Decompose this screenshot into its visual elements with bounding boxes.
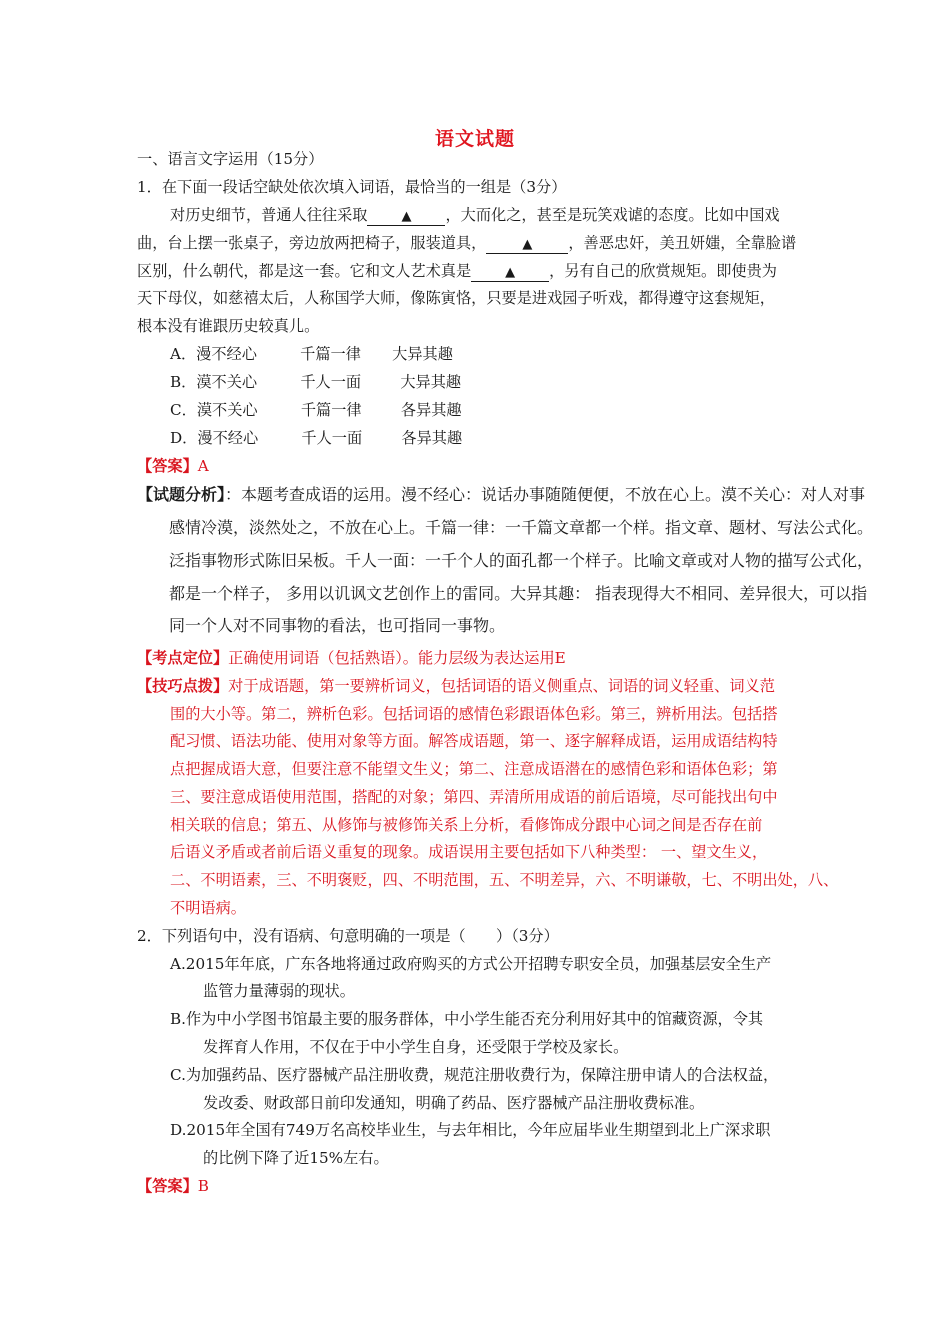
q1-jiqiao-line-4: 点把握成语大意，但要注意不能望文生义；第二、注意成语潜在的感情色彩和语体色彩；第: [170, 760, 778, 778]
page-title: 语文试题: [434, 128, 515, 150]
q1-passage-line-2: 曲，台上摆一张桌子，旁边放两把椅子，服装道具， ▲ ，善恶忠奸，美丑妍媸，全靠脸谱: [137, 234, 797, 252]
q2-option-b-line-1: B.作为中小学图书馆最主要的服务群体，中小学生能否充分利用好其中的馆藏资源，令其: [170, 1010, 764, 1028]
q1-answer: 【答案】A: [137, 457, 209, 475]
q2-option-d-line-1: D.2015年全国有749万名高校毕业生，与去年相比，今年应届毕业生期望到北上广深求职: [170, 1121, 771, 1139]
q1-jiqiao-line-5: 三、要注意成语使用范围，搭配的对象；第四、弄清所用成语的前后语境，尽可能找出句中: [170, 788, 778, 806]
q1-passage-line-4: 天下母仪，如慈禧太后，人称国学大师，像陈寅恪，只要是进戏园子听戏，都得遵守这套规矩，: [137, 289, 775, 307]
q2-stem: 2．下列语句中，没有语病、句意明确的一项是（ ）（3分）: [137, 927, 559, 945]
q2-option-b-line-2: 发挥育人作用，不仅在于中小学生自身，还受限于学校及家长。: [203, 1038, 629, 1056]
q1-jiqiao-line-7: 后语义矛盾或者前后语义重复的现象。成语误用主要包括如下八种类型： 一、望文生义，: [170, 843, 768, 861]
q2-option-d-line-2: 的比例下降了近15%左右。: [203, 1149, 389, 1167]
q1-passage-line-3: 区别，什么朝代，都是这一套。它和文人艺术真是 ▲ ，另有自己的欣赏规矩。即使贵为: [137, 262, 777, 280]
section-heading: 一、语言文字运用（15分）: [137, 150, 324, 168]
q1-option-a: A．漫不经心 千篇一律 大异其趣: [170, 345, 453, 363]
q1-kaodian: 【考点定位】正确使用词语（包括熟语）。能力层级为表达运用E: [137, 649, 566, 667]
q1-analysis-line-5: 同一个人对不同事物的看法，也可指同一事物。: [169, 616, 506, 635]
q2-option-c-line-2: 发改委、财政部日前印发通知，明确了药品、医疗器械产品注册收费标准。: [203, 1094, 705, 1112]
q1-jiqiao-line-6: 相关联的信息；第五、从修饰与被修饰关系上分析，看修饰成分跟中心词之间是否存在前: [170, 816, 763, 834]
q1-analysis-line-2: 感情冷漠，淡然处之，不放在心上。千篇一律：一千篇文章都一个样。指文章、题材、写法公式化。: [169, 518, 874, 537]
q1-option-b: B．漠不关心 千人一面 大异其趣: [170, 373, 462, 391]
q1-jiqiao-line-8: 二、不明语素，三、不明褒贬，四、不明范围，五、不明差异，六、不明谦敬，七、不明出处，八、: [170, 871, 839, 889]
q1-analysis-line-1: 【试题分析】：本题考查成语的运用。漫不经心：说话办事随随便便，不放在心上。漠不关心：对人对事: [137, 485, 866, 504]
q1-jiqiao-line-9: 不明语病。: [170, 899, 246, 917]
q2-option-a-line-1: A.2015年年底，广东各地将通过政府购买的方式公开招聘专职安全员，加强基层安全生产: [170, 955, 772, 973]
q1-analysis-line-3: 泛指事物形式陈旧呆板。千人一面：一千个人的面孔都一个样子。比喻文章或对人物的描写公式化，: [169, 551, 874, 570]
blank-2: ▲: [486, 237, 568, 254]
q2-option-a-line-2: 监管力量薄弱的现状。: [203, 982, 355, 1000]
q1-jiqiao-line-2: 围的大小等。第二，辨析色彩。包括词语的感情色彩跟语体色彩。第三，辨析用法。包括搭: [170, 705, 778, 723]
q1-jiqiao-line-1: 【技巧点拨】对于成语题，第一要辨析词义，包括词语的语义侧重点、词语的词义轻重、词义范: [137, 677, 775, 695]
q1-option-d: D．漫不经心 千人一面 各异其趣: [170, 429, 463, 447]
blank-3: ▲: [471, 265, 549, 282]
q1-passage-line-1: 对历史细节，普通人往往采取 ▲ ，大而化之，甚至是玩笑戏谑的态度。比如中国戏: [170, 206, 780, 224]
q1-stem: 1．在下面一段话空缺处依次填入词语，最恰当的一组是（3分）: [137, 178, 567, 196]
q2-answer: 【答案】B: [137, 1177, 209, 1195]
q1-option-c: C．漠不关心 千篇一律 各异其趣: [170, 401, 462, 419]
q1-analysis-line-4: 都是一个样子， 多用以讥讽文艺创作上的雷同。大异其趣： 指表现得大不相同、差异很大，可以指: [169, 584, 868, 603]
blank-1: ▲: [367, 209, 445, 226]
q1-passage-line-5: 根本没有谁跟历史较真儿。: [137, 317, 320, 335]
q1-jiqiao-line-3: 配习惯、语法功能、使用对象等方面。解答成语题，第一、逐字解释成语，运用成语结构特: [170, 732, 778, 750]
q2-option-c-line-1: C.为加强药品、医疗器械产品注册收费，规范注册收费行为，保障注册申请人的合法权益，: [170, 1066, 779, 1084]
